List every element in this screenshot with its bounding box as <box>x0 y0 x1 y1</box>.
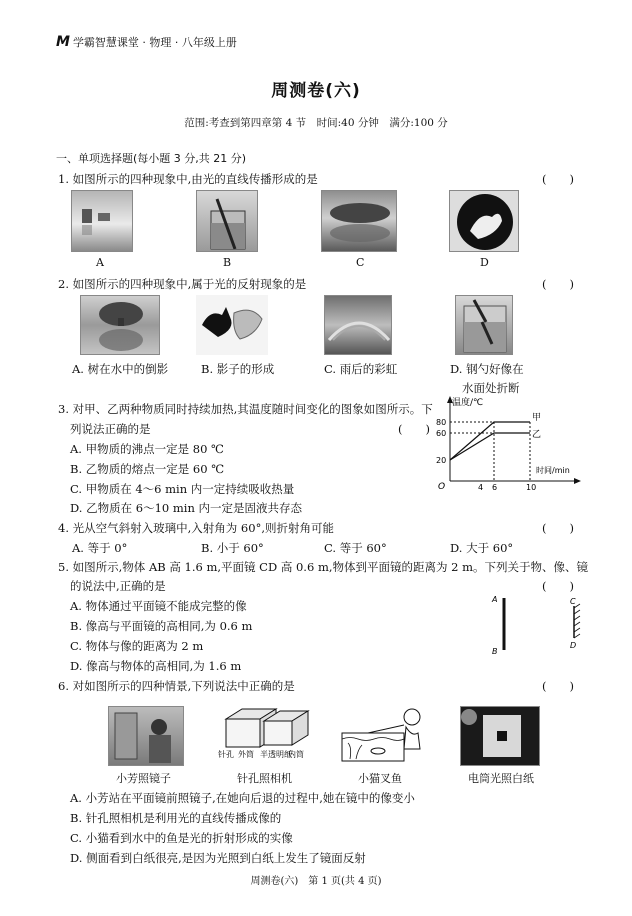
answer-blank-1[interactable]: ( ) <box>542 172 574 186</box>
q6-caption-1: 小芳照镜子 <box>116 772 171 785</box>
label-b: B <box>492 647 498 656</box>
q1-image-c <box>321 190 397 252</box>
q2-image-c <box>324 295 392 355</box>
label-screen: 半透明纸 <box>260 750 292 759</box>
label-pinhole: 针孔 <box>218 750 234 759</box>
cat-body-icon <box>404 727 420 749</box>
q6-image-mirror <box>108 706 184 766</box>
question-5-line1: 5. 如图所示,物体 AB 高 1.6 m,平面镜 CD 高 0.6 m,物体到平面镜的距离为 2 m。下列关于物、像、镜 <box>58 560 589 574</box>
question-6-text: 6. 对如图所示的四种情景,下列说法中正确的是 <box>58 679 295 693</box>
graph-ytick-80: 80 <box>436 418 447 427</box>
q6-option-a[interactable]: A. 小芳站在平面镜前照镜子,在她向后退的过程中,她在镜中的像变小 <box>70 791 415 805</box>
q3-option-a[interactable]: A. 甲物质的沸点一定是 80 ℃ <box>70 442 224 456</box>
q2-image-a <box>80 295 160 355</box>
question-1-text: 1. 如图所示的四种现象中,由光的直线传播形成的是 <box>58 172 318 186</box>
q2-image-d <box>455 295 513 355</box>
header-text: 学霸智慧课堂 · 物理 · 八年级上册 <box>72 36 237 49</box>
graph-xtick-10: 10 <box>526 483 537 492</box>
graph-ylabel: 温度/℃ <box>452 398 484 408</box>
water-surface <box>342 738 404 741</box>
label-c: C <box>570 597 576 606</box>
q4-option-b[interactable]: B. 小于 60° <box>201 541 264 555</box>
q1-image-a <box>71 190 133 252</box>
q1-image-d <box>449 190 519 252</box>
q6-caption-2: 针孔照相机 <box>237 772 292 785</box>
camera-outer-front <box>226 719 260 747</box>
q2-option-b[interactable]: B. 影子的形成 <box>201 362 275 376</box>
q2-option-c[interactable]: C. 雨后的彩虹 <box>324 362 398 376</box>
q3-option-d[interactable]: D. 乙物质在 6～10 min 内一定是固液共存态 <box>70 501 303 515</box>
q1-label-c: C <box>356 256 365 269</box>
q2-image-b <box>196 295 268 355</box>
graph-origin: O <box>438 482 446 492</box>
question-2-text: 2. 如图所示的四种现象中,属于光的反射现象的是 <box>58 277 307 291</box>
water-plants <box>348 743 362 759</box>
q6-image-flashlight <box>460 706 540 766</box>
graph-ytick-20: 20 <box>436 456 447 465</box>
q2-option-d-cont: 水面处折断 <box>462 381 520 395</box>
answer-blank-2[interactable]: ( ) <box>542 277 574 291</box>
q1-label-b: B <box>223 256 232 269</box>
graph-xlabel: 时间/min <box>536 466 570 475</box>
q1-label-a: A <box>96 256 104 269</box>
answer-blank-6[interactable]: ( ) <box>542 679 574 693</box>
temperature-graph <box>432 393 582 493</box>
shadow-puppet-icon <box>196 295 268 355</box>
question-4-text: 4. 光从空气斜射入玻璃中,入射角为 60°,则折射角可能 <box>58 521 334 535</box>
cat-head-icon <box>404 709 420 725</box>
q4-option-d[interactable]: D. 大于 60° <box>450 541 514 555</box>
q6-caption-3: 小猫叉鱼 <box>358 772 402 785</box>
graph-xtick-6: 6 <box>492 483 498 492</box>
q2-option-a[interactable]: A. 树在水中的倒影 <box>72 362 169 376</box>
brand-logo: M <box>56 34 69 50</box>
label-a: A <box>492 595 498 604</box>
spoon-glass-icon <box>456 296 513 355</box>
hand-shadow-icon <box>450 191 519 252</box>
answer-blank-3[interactable]: ( ) <box>398 422 430 436</box>
q6-caption-4: 电筒光照白纸 <box>468 772 534 785</box>
graph-ytick-60: 60 <box>436 429 447 438</box>
page-footer: 周测卷(六) 第 1 页(共 4 页) <box>250 876 382 887</box>
q3-option-b[interactable]: B. 乙物质的熔点一定是 60 ℃ <box>70 462 225 476</box>
label-outer: 外筒 <box>238 750 254 759</box>
q5-option-a[interactable]: A. 物体通过平面镜不能成完整的像 <box>70 599 247 613</box>
graph-label-yi: 乙 <box>532 430 542 440</box>
label-d: D <box>570 641 577 650</box>
page-title: 周测卷(六) <box>271 81 361 101</box>
fork-icon <box>368 725 404 733</box>
q4-option-a[interactable]: A. 等于 0° <box>72 541 128 555</box>
q5-option-c[interactable]: C. 物体与像的距离为 2 m <box>70 639 204 653</box>
q1-image-b <box>196 190 258 252</box>
flashlight-paper-icon <box>461 707 540 766</box>
exam-scope: 范围:考查到第四章第 4 节 时间:40 分钟 满分:100 分 <box>184 117 448 129</box>
camera-inner-front <box>264 721 292 745</box>
rainbow-icon <box>325 296 392 355</box>
q5-option-b[interactable]: B. 像高与平面镜的高相同,为 0.6 m <box>70 619 253 633</box>
question-3-line2: 列说法正确的是 <box>70 422 151 436</box>
pinhole-camera-diagram <box>216 703 316 771</box>
answer-blank-4[interactable]: ( ) <box>542 521 574 535</box>
label-inner: 内筒 <box>288 750 304 759</box>
q6-option-d[interactable]: D. 侧面看到白纸很亮,是因为光照到白纸上发生了镜面反射 <box>70 851 366 865</box>
answer-blank-5[interactable]: ( ) <box>542 579 574 593</box>
graph-x-arrow <box>574 478 581 484</box>
girl-mirror-icon <box>109 707 184 766</box>
stadium-reflection-icon <box>322 191 397 252</box>
q2-option-d[interactable]: D. 钢勺好像在 <box>450 362 524 376</box>
mirror-hatching <box>574 604 580 638</box>
q1-label-d: D <box>480 256 489 269</box>
graph-line-yi <box>450 433 530 460</box>
page-header <box>56 34 237 50</box>
mirror-object-diagram <box>488 592 584 658</box>
q5-option-d[interactable]: D. 像高与物体的高相同,为 1.6 m <box>70 659 242 673</box>
fish-icon <box>371 748 385 754</box>
cat-fishing-diagram <box>338 703 428 765</box>
q6-option-b[interactable]: B. 针孔照相机是利用光的直线传播成像的 <box>70 811 282 825</box>
beaker-pencil-icon <box>197 191 258 252</box>
q3-option-c[interactable]: C. 甲物质在 4～6 min 内一定持续吸收热量 <box>70 482 295 496</box>
section-heading: 一、单项选择题(每小题 3 分,共 21 分) <box>56 152 247 165</box>
question-5-line2: 的说法中,正确的是 <box>70 579 166 593</box>
mirage-scene-icon <box>72 191 133 252</box>
q4-option-c[interactable]: C. 等于 60° <box>324 541 387 555</box>
graph-line-jia <box>450 422 530 460</box>
graph-xtick-4: 4 <box>478 483 484 492</box>
tree-reflection-icon <box>81 296 160 355</box>
q6-option-c[interactable]: C. 小猫看到水中的鱼是光的折射形成的实像 <box>70 831 293 845</box>
graph-label-jia: 甲 <box>532 413 542 423</box>
question-3-line1: 3. 对甲、乙两种物质同时持续加热,其温度随时间变化的图象如图所示。下 <box>58 402 433 416</box>
